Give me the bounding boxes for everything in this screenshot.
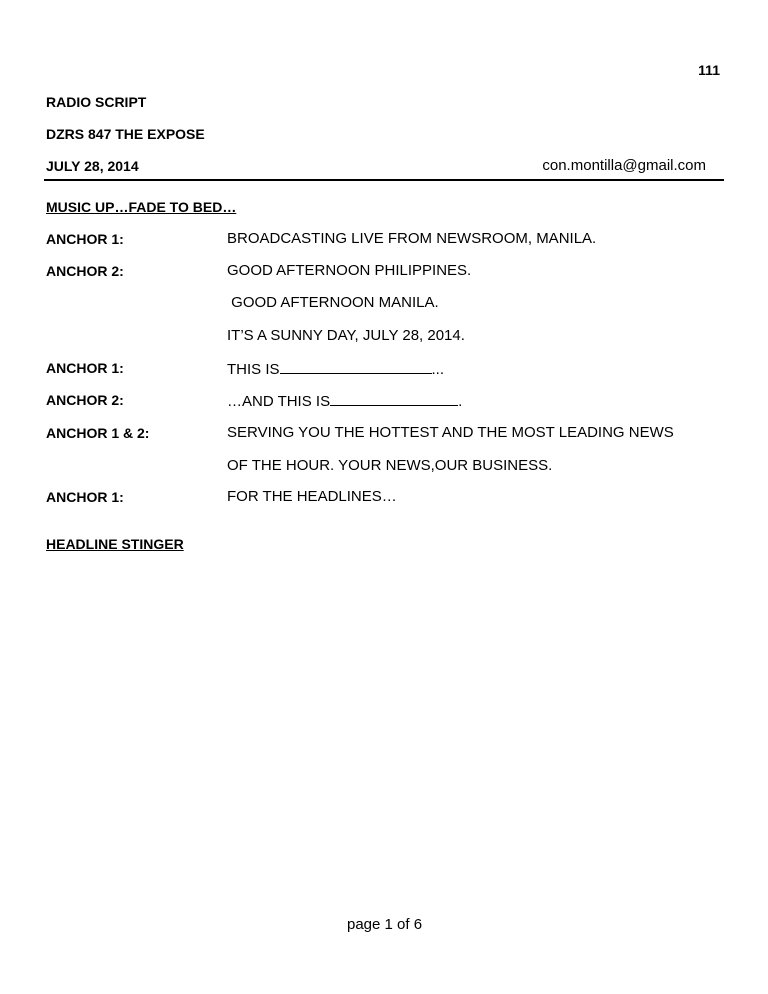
station-name: DZRS 847 THE EXPOSE xyxy=(46,126,205,142)
script-line: GOOD AFTERNOON MANILA. xyxy=(227,294,439,311)
script-line xyxy=(227,391,462,410)
script-title: RADIO SCRIPT xyxy=(46,94,147,110)
speaker-label: ANCHOR 2: xyxy=(46,392,124,408)
script-line: GOOD AFTERNOON PHILIPPINES. xyxy=(227,262,472,279)
script-line: OF THE HOUR. YOUR NEWS,OUR BUSINESS. xyxy=(227,457,553,474)
page-number: 111 xyxy=(698,62,720,78)
speaker-label: ANCHOR 1: xyxy=(46,360,124,376)
script-line: IT’S A SUNNY DAY, JULY 28, 2014. xyxy=(227,327,465,344)
music-cue: MUSIC UP…FADE TO BED… xyxy=(46,199,237,215)
script-line: BROADCASTING LIVE FROM NEWSROOM, MANILA. xyxy=(227,230,597,247)
headline-cue: HEADLINE STINGER xyxy=(46,536,184,552)
line-text-after: . xyxy=(458,393,463,410)
line-text-after: ... xyxy=(431,361,445,378)
script-line: SERVING YOU THE HOTTEST AND THE MOST LEADING NEWS xyxy=(227,424,674,441)
script-line: FOR THE HEADLINES… xyxy=(227,488,397,505)
header-divider xyxy=(44,179,724,181)
speaker-label: ANCHOR 2: xyxy=(46,263,124,279)
name-blank xyxy=(280,359,432,374)
speaker-label: ANCHOR 1: xyxy=(46,231,124,247)
name-blank xyxy=(330,391,458,406)
script-line xyxy=(227,359,444,378)
line-text-before: …AND THIS IS xyxy=(227,393,331,410)
script-date: JULY 28, 2014 xyxy=(46,158,139,174)
contact-email: con.montilla@gmail.com xyxy=(542,157,706,174)
line-text-before: THIS IS xyxy=(227,361,280,378)
speaker-label: ANCHOR 1 & 2: xyxy=(46,425,150,441)
speaker-label: ANCHOR 1: xyxy=(46,489,124,505)
page-footer: page 1 of 6 xyxy=(347,916,423,933)
